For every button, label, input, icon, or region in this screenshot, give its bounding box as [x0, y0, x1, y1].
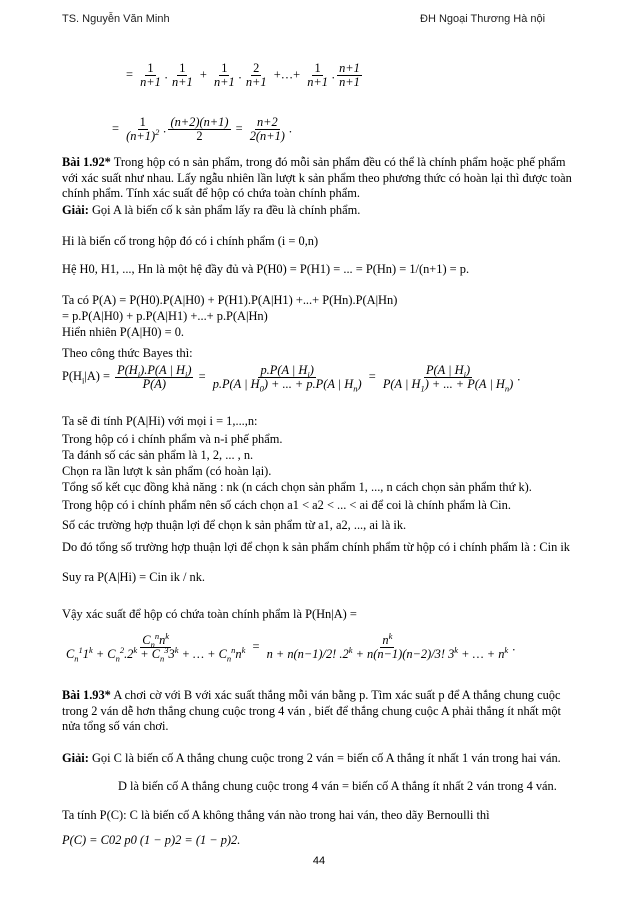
formula-sum: = $\frac{1}{n+1}$ . $\frac{1}{n+1}$ + $\frac{1}{n+1}$ . $\frac{2}{n+1}$ +…+ $\frac{1}{n+1}$ . $\frac{n+1}{n+1}$	[126, 61, 360, 89]
problem-92-text: Trong hộp có n sản phẩm, trong đó mỗi sản phẩm đều có thể là chính phẩm hoặc phế phẩm với xác suất như nhau. Lấy ngẫu nhiên lần lượt k sản phẩm theo phương thức có hoàn lại thì được toàn chính phẩm. Tính xác suất để hộp có chứa toàn chính phẩm.	[62, 155, 572, 200]
solution-93-line3: Ta tính P(C): C là biến cố A không thắng ván nào trong hai ván, theo dãy Bernoulli thì	[62, 808, 490, 822]
problem-93-solution	[62, 751, 561, 765]
problem-93	[62, 688, 582, 735]
solution-93-line1: Gọi C là biến cố A thắng chung cuộc trong 2 ván = biến cố A thắng ít nhất 1 ván trong hai ván.	[91, 751, 561, 765]
solution-93-label: Giải:	[62, 751, 89, 765]
text-compute: Ta sẽ đi tính P(A|Hi) với mọi i = 1,...,n:	[62, 414, 258, 428]
page-number: 44	[312, 855, 326, 867]
problem-93-text: A chơi cờ với B với xác suất thắng mỗi ván bằng p. Tìm xác suất p để A thắng chung cuộc trong 2 ván dễ hơn thắng chung cuộc trong 4 ván , biết để thắng chung cuộc A phải thắng ít nhất một nửa tổng số ván chơi.	[62, 688, 561, 733]
solution-intro: Gọi A là biến cố k sản phẩm lấy ra đều là chính phẩm.	[91, 203, 361, 217]
header-school: ĐH Ngoại Thương Hà nội	[420, 13, 546, 25]
header-author: TS. Nguyễn Văn Minh	[62, 13, 170, 25]
text-total-probability-2: = p.P(A|H0) + p.P(A|H1) +...+ p.P(A|Hn)	[62, 309, 268, 323]
text-choose: Chọn ra lần lượt k sản phẩm (có hoàn lại).	[62, 464, 272, 478]
text-total-outcomes: Tổng số kết cục đồng khả năng : nk (n cách chọn sản phẩm 1, ..., n cách chọn sản phẩm thứ k).	[62, 480, 532, 494]
text-bayes: Theo công thức Bayes thì:	[62, 346, 193, 360]
text-hypothesis-system: Hệ H0, H1, ..., Hn là một hệ đầy đủ và P(H0) = P(H1) = ... = P(Hn) = 1/(n+1) = p.	[62, 262, 470, 276]
text-numbering: Ta đánh số các sản phẩm là 1, 2, ... , n.	[62, 448, 254, 462]
problem-93-title: Bài 1.93*	[62, 688, 111, 702]
text-total-probability: Ta có P(A) = P(H0).P(A|H0) + P(H1).P(A|H1) +...+ P(Hn).P(A|Hn)	[62, 293, 398, 307]
solution-93-line4: P(C) = C02 p0 (1 − p)2 = (1 − p)2.	[62, 833, 241, 847]
problem-92-title: Bài 1.92*	[62, 155, 111, 169]
problem-92	[62, 155, 582, 202]
formula-result: = $\frac{1}{(n+1)^2}$ . $\frac{(n+2)(n+1)}{2}$ = $\frac{n+2}{2(n+1)}$ .	[112, 115, 293, 143]
problem-92-solution	[62, 203, 360, 217]
solution-label: Giải:	[62, 203, 89, 217]
solution-93-line2: D là biến cố A thắng chung cuộc trong 4 ván = biến cố A thắng ít nhất 2 ván trong 4 ván.	[118, 779, 557, 793]
text-conclusion: Vậy xác suất để hộp có chứa toàn chính phẩm là P(Hn|A) =	[62, 607, 357, 621]
formula-bayes: $P(H_i|A)$ = $\frac{P(H_i).P(A | H_i)}{P(A)}$ = $\frac{p.P(A | H_i)}{p.P(A | H_0) + ... + p.P(A | H_n)}$ = $\frac{P(A | H_i)}{P(A | H_1) + ... + P(A | H_n)}$ .	[62, 363, 521, 394]
text-combinations: Trong hộp có i chính phẩm nên số cách chọn a1 < a2 < ... < ai để coi là chính phẩm là Cin.	[62, 498, 511, 512]
text-line-hi: Hi là biến cố trong hộp đó có i chính phẩm (i = 0,n)	[62, 234, 319, 248]
text-box-content: Trong hộp có i chính phẩm và n-i phế phẩm.	[62, 432, 283, 446]
text-favorable: Số các trường hợp thuận lợi để chọn k sản phẩm từ a1, a2, ..., ai là ik.	[62, 518, 407, 532]
formula-final: $\frac{C_n^nn^k}{C_n^11^k + C_n^2.2^k + C_n^33^k + \dots + C_n^nn^k}$ = $\frac{n^k}{n + n(n-1)/2! .2^k + n(n-1)(n-2)/3! 3^k + \dots + n^k}$ .	[66, 630, 516, 664]
text-obvious: Hiển nhiên P(A|H0) = 0.	[62, 325, 185, 339]
text-therefore: Suy ra P(A|Hi) = Cin ik / nk.	[62, 570, 206, 584]
text-total-favorable: Do đó tổng số trường hợp thuận lợi để chọn k sản phẩm chính phẩm từ hộp có i chính phẩm là : Cin ik	[62, 540, 570, 554]
